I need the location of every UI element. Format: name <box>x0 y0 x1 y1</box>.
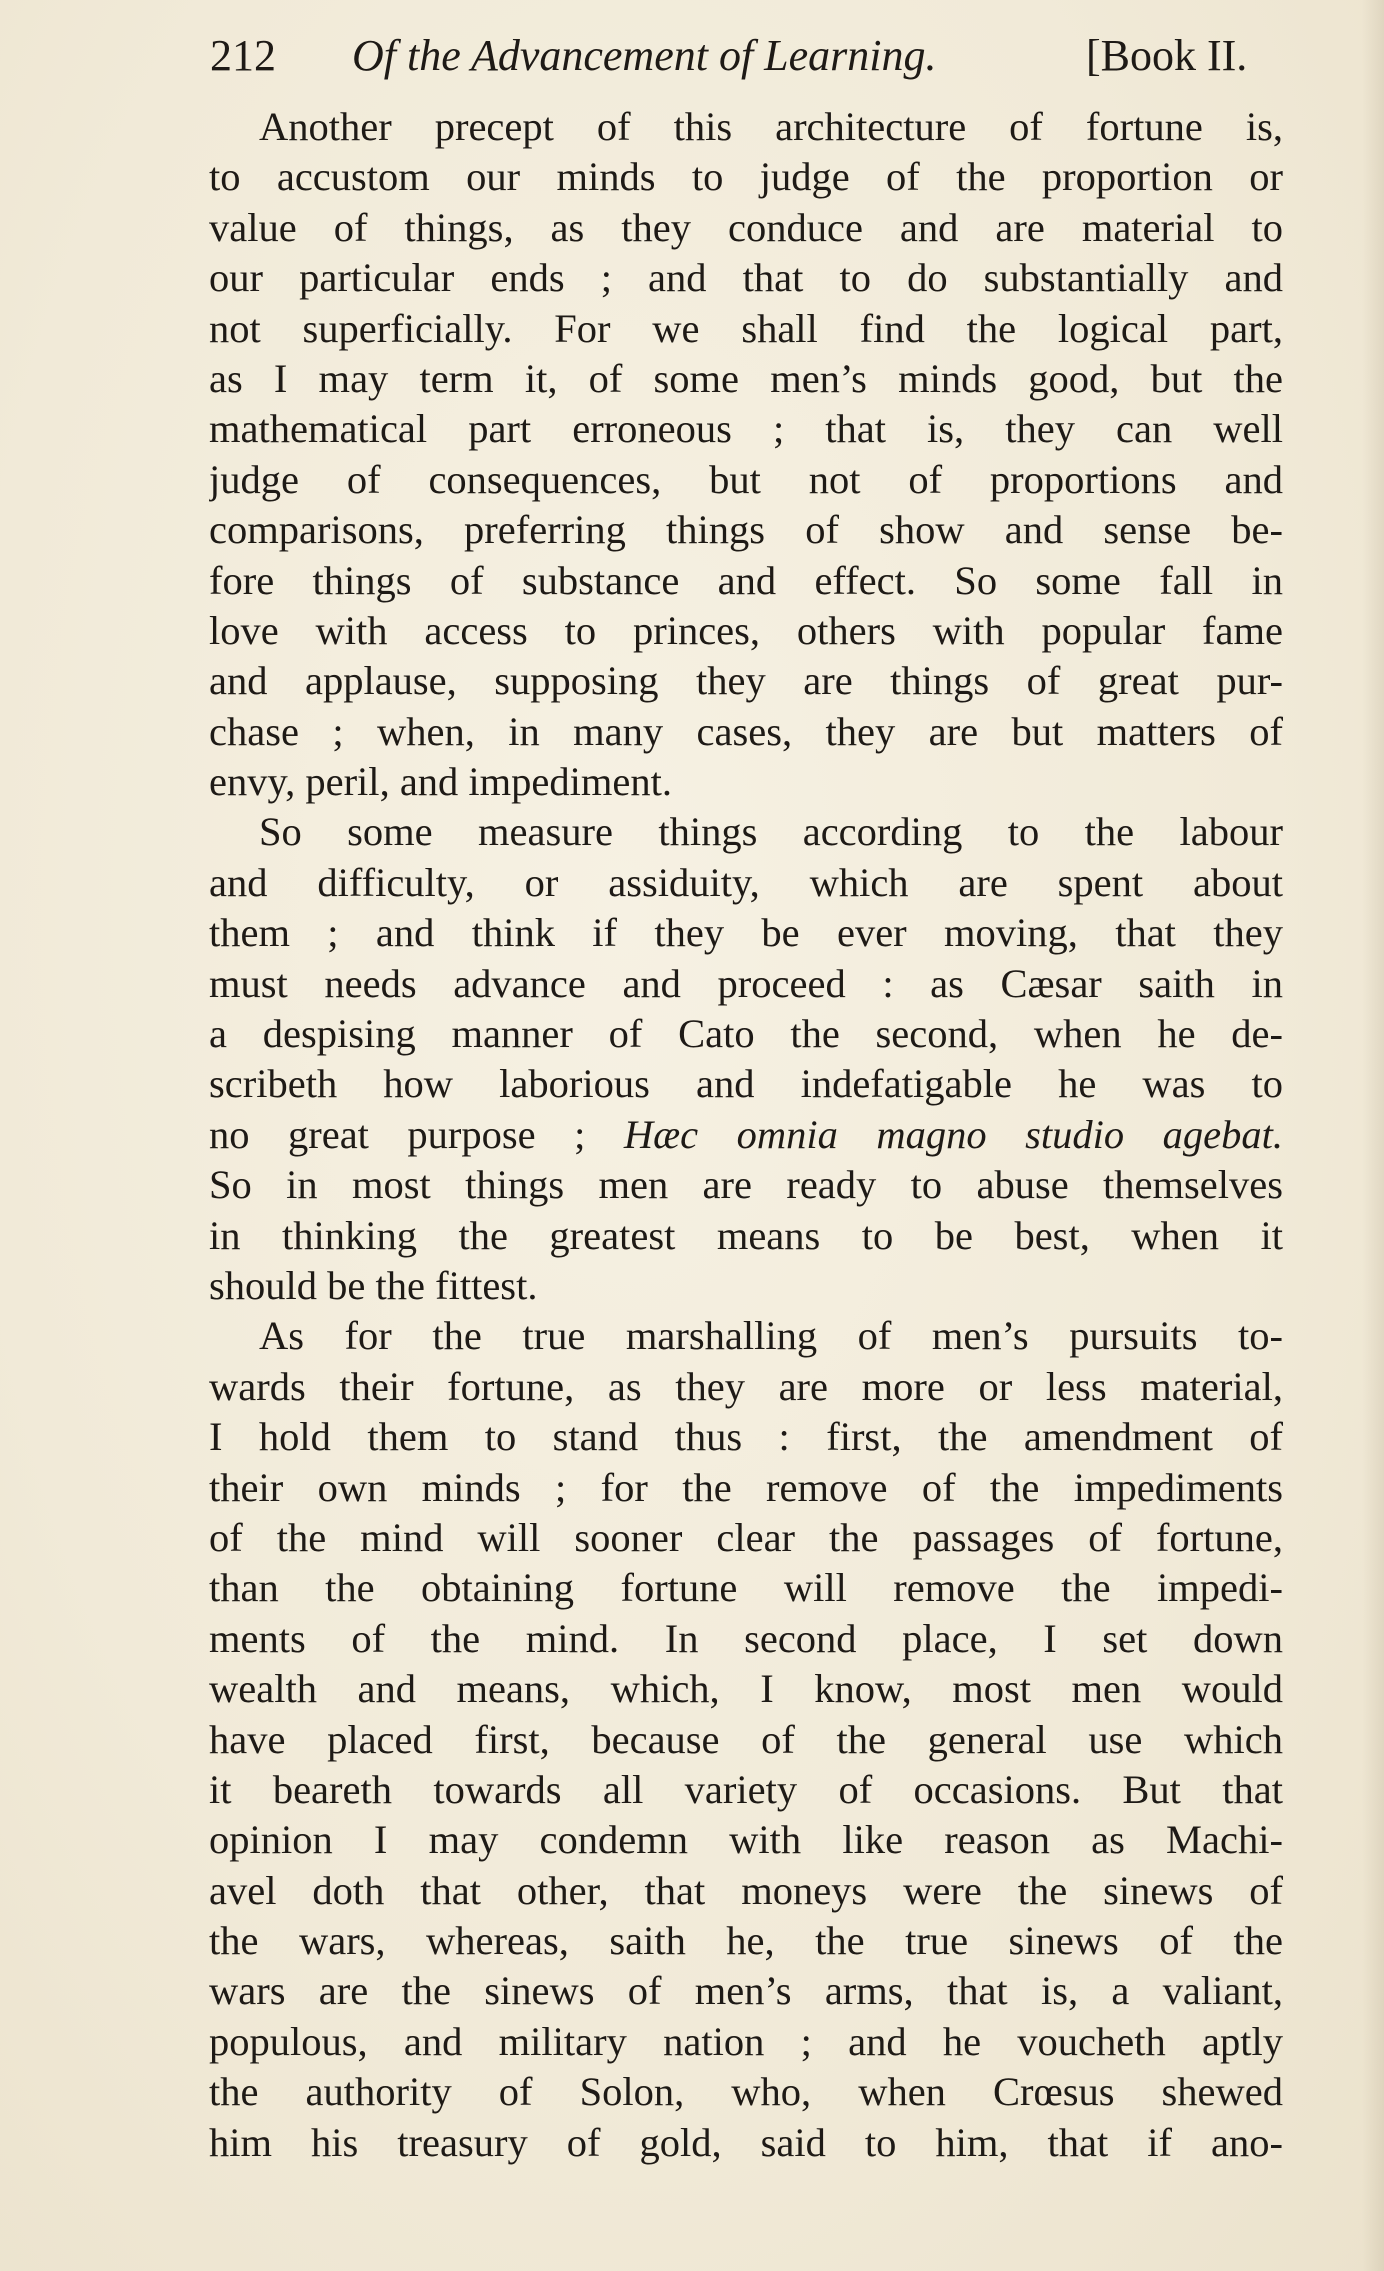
latin-quote: Hæc omnia magno studio agebat. <box>623 1111 1283 1157</box>
text-line: and applause, supposing they are things of great pur- <box>209 658 1283 704</box>
text-line-with-quote <box>209 1110 1283 1160</box>
text-line: value of things, as they conduce and are material to <box>209 204 1283 250</box>
text-line: judge of consequences, but not of proportions and <box>209 456 1283 502</box>
text-line: than the obtaining fortune will remove the impedi- <box>209 1565 1283 1611</box>
text-line: of the mind will sooner clear the passages of fortune, <box>209 1514 1283 1560</box>
text-line: opinion I may condemn with like reason as Machi- <box>209 1817 1283 1863</box>
text-line: comparisons, preferring things of show and sense be- <box>209 507 1283 553</box>
text-line: our particular ends ; and that to do substantially and <box>209 255 1283 301</box>
text-line: in thinking the greatest means to be best, when it <box>209 1212 1283 1258</box>
text-line: wars are the sinews of men’s arms, that is, a valiant, <box>209 1968 1283 2014</box>
book-label: [Book II. <box>1086 31 1248 80</box>
text-line: envy, peril, and impediment. <box>209 759 673 805</box>
text-line: populous, and military nation ; and he voucheth aptly <box>209 2018 1283 2064</box>
text-line: love with access to princes, others with popular fame <box>209 607 1283 653</box>
text-line: I hold them to stand thus : first, the amendment of <box>209 1414 1283 1460</box>
text-line: As for the true marshalling of men’s pursuits to- <box>259 1313 1283 1359</box>
text-line: wards their fortune, as they are more or less material, <box>209 1363 1283 1409</box>
text-line: chase ; when, in many cases, they are but matters of <box>209 708 1283 754</box>
text-line: a despising manner of Cato the second, when he de- <box>209 1011 1283 1057</box>
text-line: as I may term it, of some men’s minds good, but the <box>209 355 1283 401</box>
text-line: fore things of substance and effect. So some fall in <box>209 557 1283 603</box>
text-line: So in most things men are ready to abuse themselves <box>209 1162 1283 1208</box>
text-line: the authority of Solon, who, when Crœsus shewed <box>209 2069 1283 2115</box>
page-edge-shadow <box>1362 0 1384 2271</box>
text-line: them ; and think if they be ever moving, that they <box>209 910 1283 956</box>
text-line: their own minds ; for the remove of the impediments <box>209 1464 1283 1510</box>
text-line: avel doth that other, that moneys were the sinews of <box>209 1867 1283 1913</box>
text-line: must needs advance and proceed : as Cæsar saith in <box>209 960 1283 1006</box>
text-line: So some measure things according to the labour <box>259 809 1283 855</box>
running-header <box>210 26 1285 86</box>
text-line: ments of the mind. In second place, I set down <box>209 1615 1283 1661</box>
body-text <box>209 102 1283 2168</box>
page-number: 212 <box>210 31 276 80</box>
text-line: the wars, whereas, saith he, the true sinews of the <box>209 1918 1283 1964</box>
text-line: to accustom our minds to judge of the proportion or <box>209 154 1283 200</box>
text-line: have placed first, because of the general use which <box>209 1716 1283 1762</box>
text-line: wealth and means, which, I know, most men would <box>209 1666 1283 1712</box>
text-line: and difficulty, or assiduity, which are spent about <box>209 859 1283 905</box>
text-line: scribeth how laborious and indefatigable he was to <box>209 1061 1283 1107</box>
text-line: him his treasury of gold, said to him, that if ano- <box>209 2119 1283 2165</box>
text-fragment: no great purpose ; <box>209 1111 586 1157</box>
running-title: Of the Advancement of Learning. <box>352 31 937 80</box>
text-line: not superficially. For we shall find the logical part, <box>209 305 1283 351</box>
text-line: mathematical part erroneous ; that is, they can well <box>209 406 1283 452</box>
text-line: should be the fittest. <box>209 1262 538 1308</box>
text-line: it beareth towards all variety of occasions. But that <box>209 1766 1283 1812</box>
text-line: Another precept of this architecture of fortune is, <box>259 104 1283 149</box>
